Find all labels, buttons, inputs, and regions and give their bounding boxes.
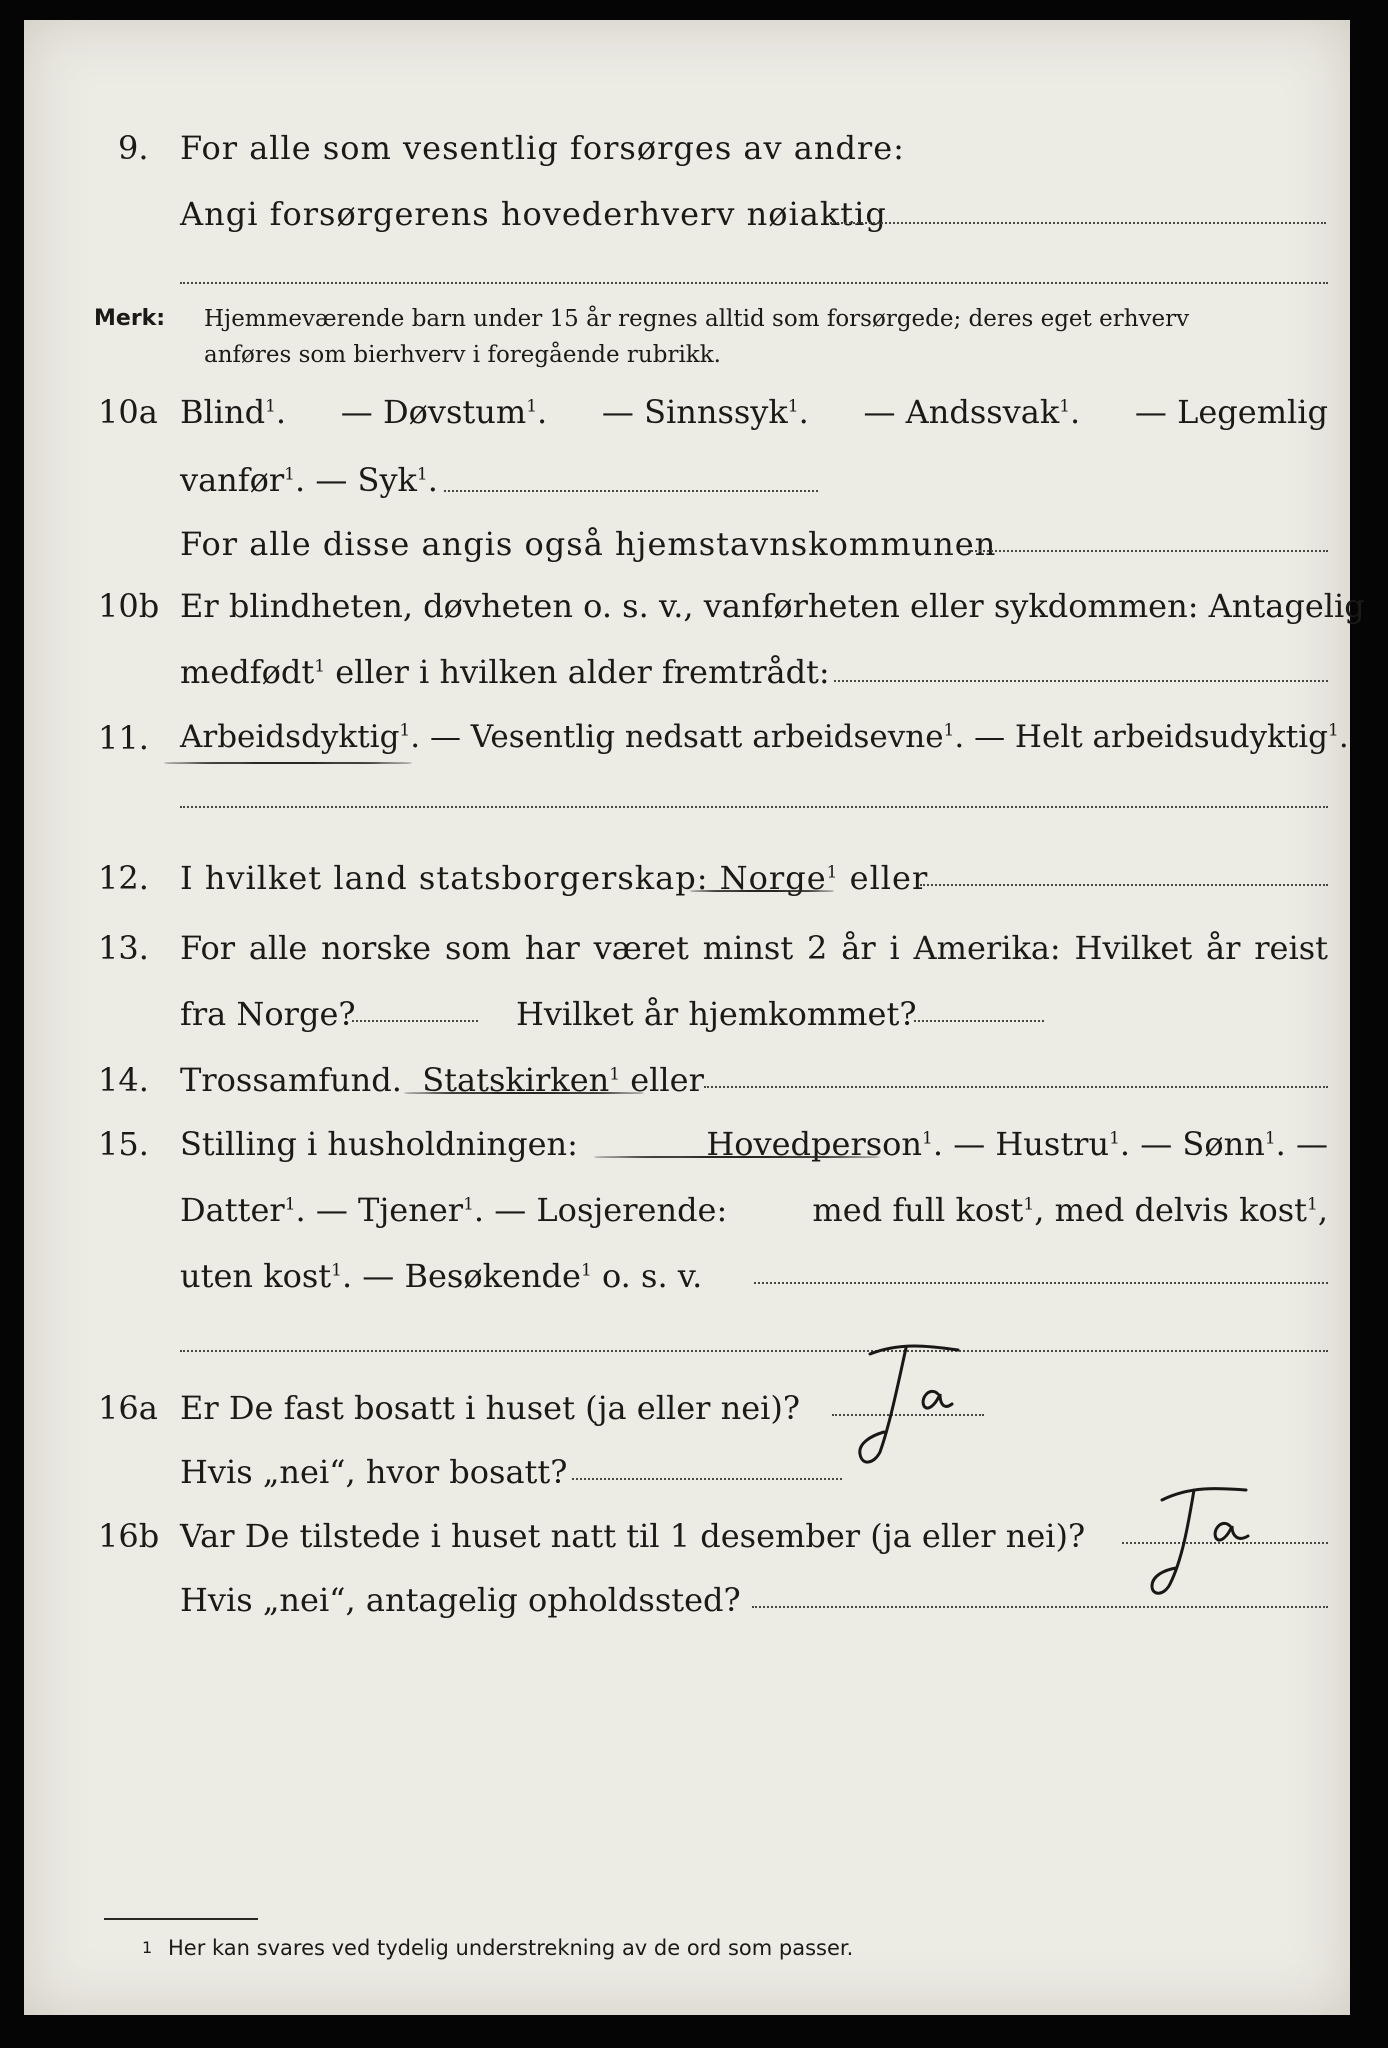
q16b-line2: Hvis „nei“, antagelig opholdssted? xyxy=(180,1581,741,1619)
merk-line2: anføres som bierhverv i foregående rubrikk. xyxy=(204,342,721,368)
q10a-andssvak: — Andssvak xyxy=(863,393,1060,431)
q9-text-line1: For alle som vesentlig forsørges av andre: xyxy=(180,129,905,167)
q15-handwritten-underline xyxy=(594,1156,880,1158)
q9-text-line2: Angi forsørgerens hovederhverv nøiaktig xyxy=(180,195,887,233)
q15-number: 15. xyxy=(98,1125,149,1163)
q11-number: 11. xyxy=(98,719,149,757)
q16b-opholdssted-answer-line xyxy=(752,1606,1328,1608)
q10a-line2: vanfør$^1$. — Syk$^1$. xyxy=(180,461,438,499)
q10a-hjemstavn-answer-line xyxy=(968,550,1328,552)
q13-number: 13. xyxy=(98,929,149,967)
q11-arbeidsdyktig: Arbeidsdyktig xyxy=(180,719,400,755)
q16a-hvor-answer-line xyxy=(572,1478,842,1480)
q12-line: I hvilket land statsborgerskap: Norge$^1$ eller xyxy=(180,859,929,897)
footnote-rule xyxy=(104,1918,258,1920)
q10a-sinnssyk: — Sinnssyk xyxy=(601,393,788,431)
q13-hjemkommet-answer-line xyxy=(914,1020,1044,1022)
q14-statskirken: Statskirken xyxy=(422,1061,610,1099)
q10b-answer-line xyxy=(834,680,1328,682)
q12-answer-line xyxy=(920,884,1328,886)
q10a-syk-answer-line xyxy=(444,490,818,492)
svg-text:Ja: Ja xyxy=(840,1324,841,1325)
q16b-line1: Var De tilstede i huset natt til 1 desember (ja eller nei)? xyxy=(180,1517,1086,1555)
q9-answer-line-2 xyxy=(180,282,1328,284)
census-form-page xyxy=(24,20,1365,2015)
merk-line1: Hjemmeværende barn under 15 år regnes alltid som forsørgede; deres eget erhverv xyxy=(204,306,1190,332)
q11-handwritten-underline xyxy=(164,762,412,764)
q13-line2a: fra Norge? xyxy=(180,995,356,1033)
q10a-line3: For alle disse angis også hjemstavnskommunen xyxy=(180,525,997,563)
q13-reist-answer-line xyxy=(352,1020,478,1022)
q16b-number: 16b xyxy=(98,1517,160,1555)
q10b-line1: Er blindheten, døvheten o. s. v., vanførheten eller sykdommen: Antagelig xyxy=(180,587,1365,625)
q16a-number: 16a xyxy=(98,1389,158,1427)
q15-hovedperson: Hovedperson xyxy=(706,1125,923,1163)
q10a-dovstum: — Døvstum xyxy=(340,393,527,431)
svg-text:Ja: Ja xyxy=(1134,1460,1135,1461)
q9-answer-line xyxy=(830,222,1326,224)
q16a-line2: Hvis „nei“, hvor bosatt? xyxy=(180,1453,568,1491)
q10b-number: 10b xyxy=(98,587,160,625)
q11-line: Arbeidsdyktig$^1$. — Vesentlig nedsatt arbeidsevne$^1$. — Helt arbeidsudyktig$^1$. xyxy=(180,719,1349,755)
q15-answer-line-2 xyxy=(180,1350,1328,1352)
q14-number: 14. xyxy=(98,1061,149,1099)
footnote-text: Her kan svares ved tydelig understrekning av de ord som passer. xyxy=(168,1936,854,1960)
q16a-handwritten-answer-ja xyxy=(840,1324,1000,1484)
q10a-blind: Blind xyxy=(180,393,266,431)
q14-line: Trossamfund. Statskirken$^1$ eller xyxy=(180,1061,704,1099)
q13-line2b: Hvilket år hjemkommet? xyxy=(516,995,917,1033)
q13-line1: For alle norske som har været minst 2 år i Amerika: Hvilket år reist xyxy=(180,929,1328,967)
footnote-mark: 1 xyxy=(142,1938,153,1957)
q10a-legemlig: — Legemlig xyxy=(1134,393,1328,431)
q10a-line1: Blind$^1$. — Døvstum$^1$. — Sinnssyk$^1$. — Andssvak$^1$. — Legemlig xyxy=(180,393,1328,431)
q16a-line1: Er De fast bosatt i huset (ja eller nei)? xyxy=(180,1389,801,1427)
q15-answer-line xyxy=(754,1282,1328,1284)
q14-handwritten-underline xyxy=(404,1092,644,1094)
q14-answer-line xyxy=(704,1086,1328,1088)
q15-line2: Datter$^1$. — Tjener$^1$. — Losjerende: med full kost$^1$, med delvis kost$^1$, xyxy=(180,1191,1328,1229)
q15-line3: uten kost$^1$. — Besøkende$^1$ o. s. v. xyxy=(180,1257,703,1295)
q12-handwritten-underline xyxy=(690,890,834,892)
q12-norge: Norge xyxy=(719,859,827,897)
q9-number: 9. xyxy=(118,129,149,167)
q12-number: 12. xyxy=(98,859,149,897)
q11-answer-line xyxy=(180,806,1328,808)
q10a-number: 10a xyxy=(98,393,158,431)
q16b-handwritten-answer-ja xyxy=(1134,1460,1294,1620)
q15-line1: Stilling i husholdningen: Hovedperson$^1$. — Hustru$^1$. — Sønn$^1$. — xyxy=(180,1125,1328,1163)
merk-label: Merk: xyxy=(94,306,166,331)
q10b-line2: medfødt$^1$ eller i hvilken alder fremtrådt: xyxy=(180,653,830,691)
